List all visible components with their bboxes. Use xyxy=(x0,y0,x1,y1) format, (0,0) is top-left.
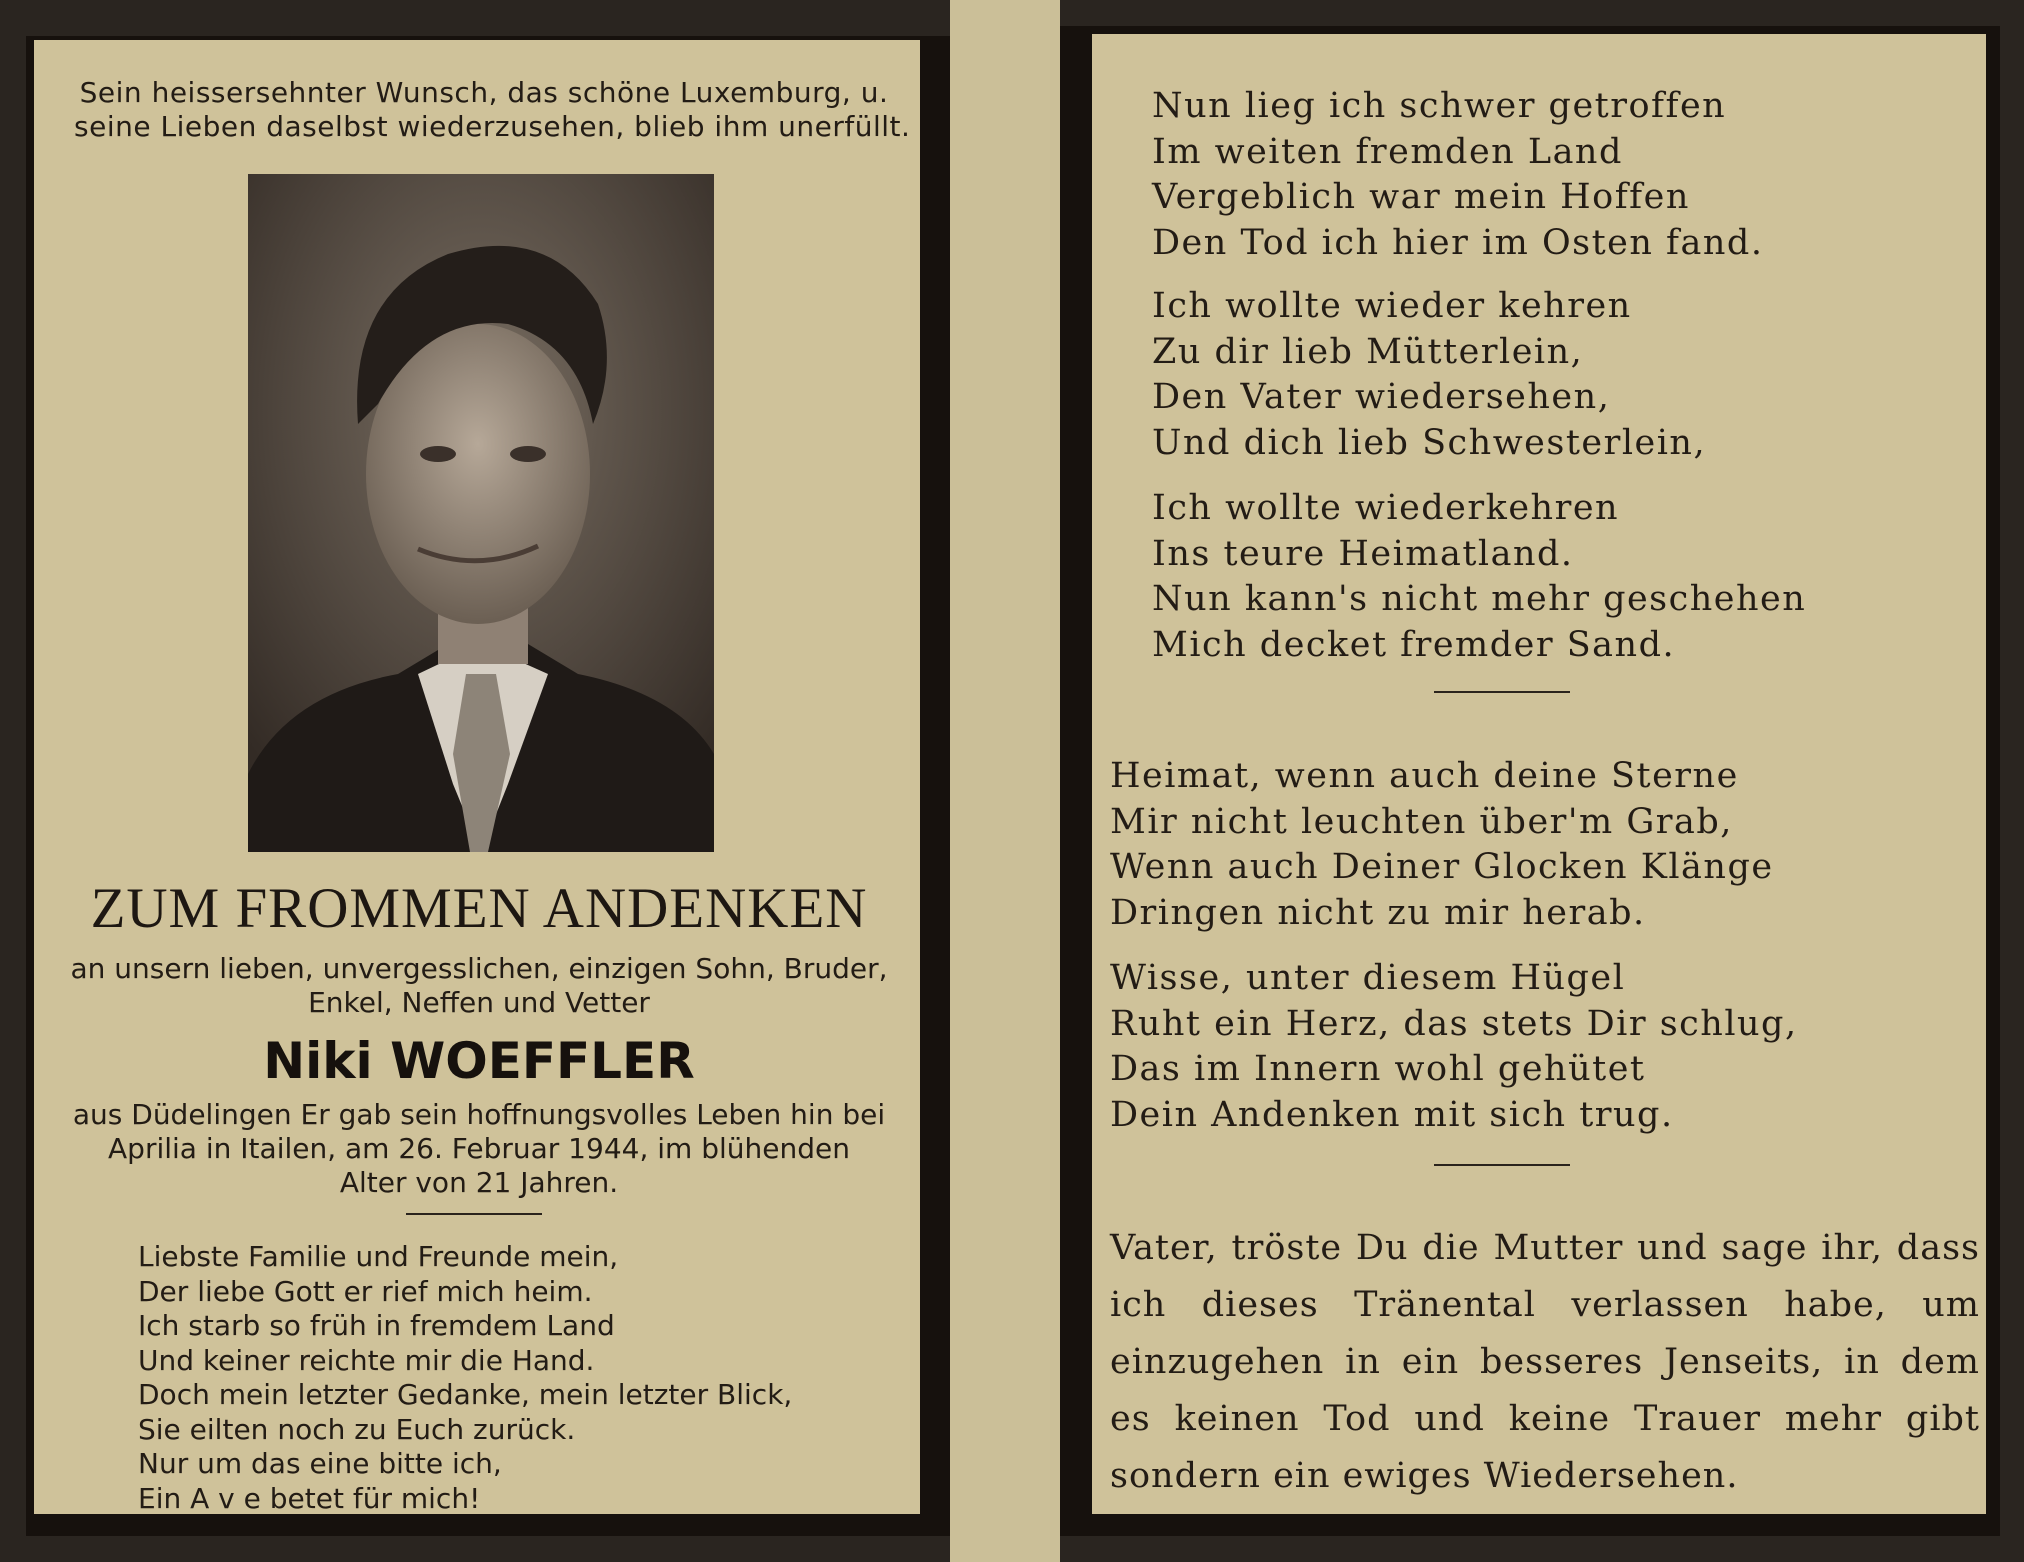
stanza-line: Den Vater wiedersehen, xyxy=(1152,377,1611,417)
poem-stanza xyxy=(1152,486,1806,668)
stanza-line: Wenn auch Deiner Glocken Klänge xyxy=(1110,847,1774,887)
poem-line: Der liebe Gott er rief mich heim. xyxy=(138,1274,593,1308)
stanza-line: Mir nicht leuchten über'm Grab, xyxy=(1110,801,1733,842)
memorial-card-left xyxy=(26,36,950,1536)
stanza-line: Zu dir lieb Mütterlein, xyxy=(1152,331,1584,372)
life-line: aus Düdelingen Er gab sein hoffnungsvolles Leben hin bei xyxy=(72,1098,886,1131)
stanza-line: Nun kann's nicht mehr geschehen xyxy=(1152,579,1807,619)
poem-stanza xyxy=(1152,84,1763,266)
poem-line: Nur um das eine bitte ich, xyxy=(138,1447,502,1480)
poem-stanza xyxy=(1110,956,1798,1138)
poem-line: Und keiner reichte mir die Hand. xyxy=(138,1343,595,1377)
stanza-line: Wisse, unter diesem Hügel xyxy=(1110,958,1626,998)
stanza-line: Ruht ein Herz, das stets Dir schlug, xyxy=(1110,1003,1798,1044)
deceased-name: Niki WOEFFLER xyxy=(263,1032,695,1090)
stanza-line: Im weiten fremden Land xyxy=(1152,131,1623,172)
divider-rule xyxy=(1434,1164,1570,1166)
wish-line: seine Lieben daselbst wiederzusehen, blieb ihm unerfüllt. xyxy=(74,110,911,143)
memorial-card-right xyxy=(1060,26,2000,1536)
portrait-image xyxy=(248,174,714,852)
divider-rule xyxy=(406,1213,542,1215)
life-details xyxy=(64,1098,894,1200)
stanza-line: Vergeblich war mein Hoffen xyxy=(1152,177,1690,217)
stanza-line: Ich wollte wiederkehren xyxy=(1152,488,1620,528)
poem-line: Ein A v e betet für mich! xyxy=(138,1481,481,1515)
stanza-line: Nun lieg ich schwer getroffen xyxy=(1152,86,1727,126)
life-line: Alter von 21 Jahren. xyxy=(339,1166,619,1199)
farewell-poem xyxy=(138,1240,878,1516)
memorial-heading: ZUM FROMMEN ANDENKEN xyxy=(90,877,868,940)
divider-rule xyxy=(1434,691,1570,693)
stanza-line: Dein Andenken mit sich trug. xyxy=(1110,1094,1674,1135)
poem-line: Ich starb so früh in fremdem Land xyxy=(138,1309,615,1342)
stanza-line: Mich decket fremder Sand. xyxy=(1152,624,1676,665)
stanza-line: Ich wollte wieder kehren xyxy=(1152,286,1632,326)
poem-line: Liebste Familie und Freunde mein, xyxy=(138,1240,619,1273)
stanza-line: Dringen nicht zu mir herab. xyxy=(1110,892,1646,933)
portrait-photo xyxy=(248,174,714,852)
stanza-line: Heimat, wenn auch deine Sterne xyxy=(1110,756,1739,796)
closing-prose: Vater, tröste Du die Mutter und sage ihr, dass ich dieses Tränental verlassen habe, um einzugehen in ein besseres Jenseits, in dem es keinen Tod und keine Trauer mehr gibt sondern ein ewiges Wiedersehen. xyxy=(1110,1228,1980,1496)
card-fold-gap xyxy=(950,0,1060,1562)
stanza-line: Und dich lieb Schwesterlein, xyxy=(1152,422,1707,463)
poem-line: Sie eilten noch zu Euch zurück. xyxy=(138,1412,576,1446)
poem-stanza xyxy=(1152,284,1706,466)
wish-line: Sein heissersehnter Wunsch, das schöne Luxemburg, u. xyxy=(79,76,889,109)
dedication-text xyxy=(64,952,894,1020)
wish-text xyxy=(74,76,911,144)
dedication-line: Enkel, Neffen und Vetter xyxy=(308,986,650,1019)
dedication-line: an unsern lieben, unvergesslichen, einzigen Sohn, Bruder, xyxy=(70,952,888,985)
life-line: Aprilia in Itailen, am 26. Februar 1944, im blühenden xyxy=(108,1132,850,1165)
stanza-line: Das im Innern wohl gehütet xyxy=(1110,1049,1646,1089)
stanza-line: Den Tod ich hier im Osten fand. xyxy=(1152,222,1764,263)
stanza-line: Ins teure Heimatland. xyxy=(1152,533,1574,574)
poem-stanza xyxy=(1110,754,1774,936)
poem-line: Doch mein letzter Gedanke, mein letzter Blick, xyxy=(138,1378,793,1411)
